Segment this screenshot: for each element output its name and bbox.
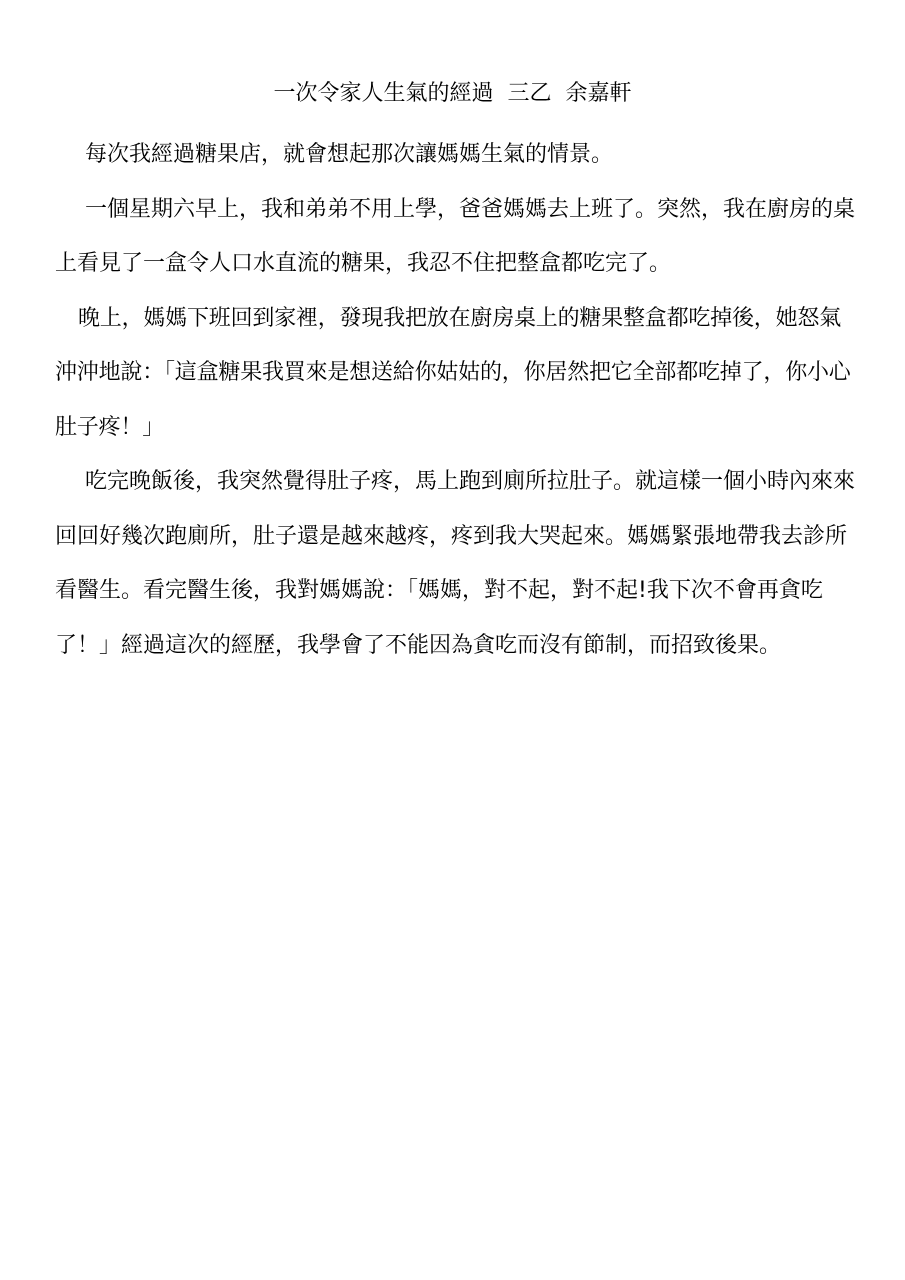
paragraph-3: 晚上，媽媽下班回到家裡，發現我把放在廚房桌上的糖果整盒都吃掉後，她怒氣沖沖地說：「這盒糖果我買來是想送給你姑姑的，你居然把它全部都吃掉了，你小心肚子疼！」	[55, 305, 851, 440]
paragraph-2: 一個星期六早上，我和弟弟不用上學，爸爸媽媽去上班了。突然，我在廚房的桌上看見了一盒令人口水直流的糖果，我忍不住把整盒都吃完了。	[55, 196, 856, 276]
paragraph-4: 吃完晚飯後，我突然覺得肚子疼，馬上跑到廁所拉肚子。就這樣一個小時內來來回回好幾次跑廁所，肚子還是越來越疼，疼到我大哭起來。媽媽緊張地帶我去診所看醫生。看完醫生後，我對媽媽說：「媽媽，對不起，對不起!我下次不會再貪吃了！」經過這次的經歷，我學會了不能因為貪吃而沒有節制，而招致後果。	[55, 469, 856, 658]
document-title: 一次令家人生氣的經過 三乙 余嘉軒	[273, 81, 632, 106]
essay-body	[55, 128, 855, 673]
paragraph-1: 每次我經過糖果店，就會想起那次讓媽媽生氣的情景。	[85, 142, 614, 167]
